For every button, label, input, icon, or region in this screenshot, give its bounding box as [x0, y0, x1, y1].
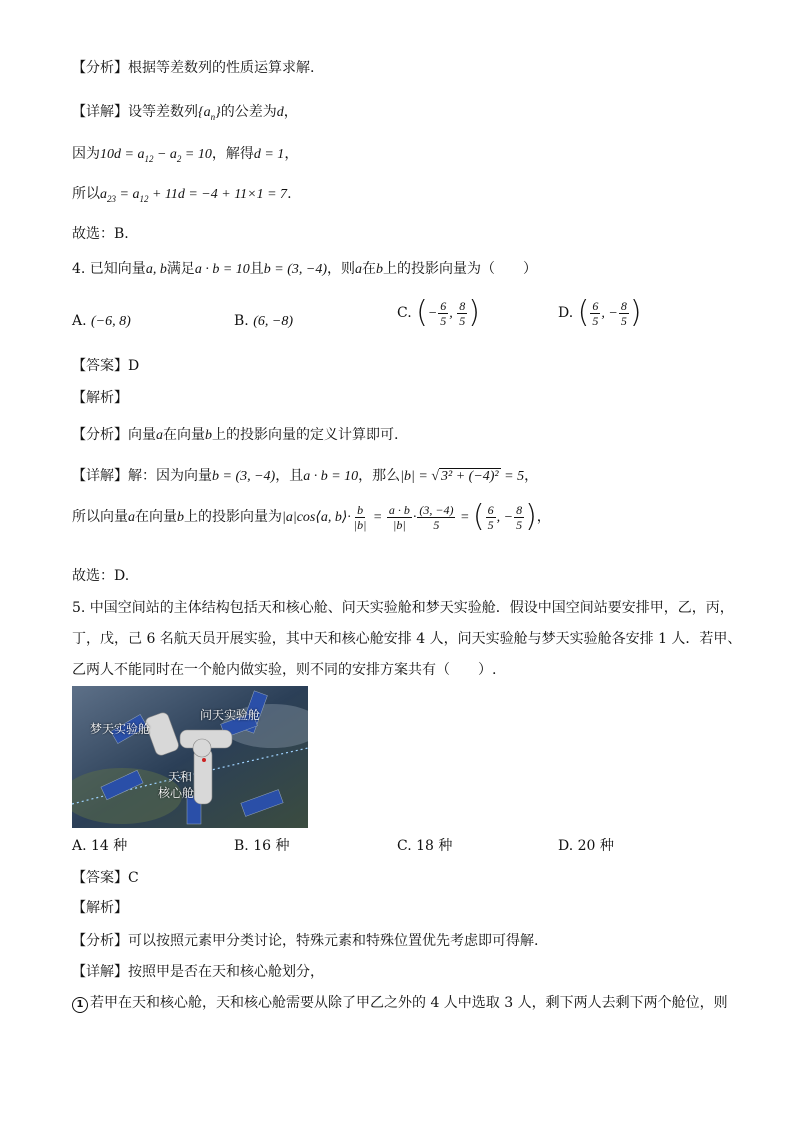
- q4-stem: 4. 已知向量a, b满足a · b = 10且b = (3, −4)，则a在b上的投影向量为（ ）: [72, 261, 537, 277]
- q4-end: 故选：D.: [72, 568, 130, 584]
- q5-option-d: D. 20 种: [558, 838, 614, 854]
- q5-fenxi: 【分析】可以按照元素甲分类讨论，特殊元素和特殊位置优先考虑即可得解.: [72, 933, 539, 949]
- q5-case-1: 1 若甲在天和核心舱，天和核心舱需要从除了甲乙之外的 4 人中选取 3 人，剩下两人去剩下两个舱位，则: [72, 993, 728, 1013]
- q4-option-d: D. ( $\frac{6}{5}$ , − $\frac{8}{5}$ ): [558, 295, 642, 330]
- q5-answer: 【答案】C: [72, 870, 139, 886]
- label-tianhe-1: 天和: [168, 770, 193, 784]
- q4-option-b: B. (6, −8): [234, 313, 293, 329]
- choice-line: 故选：B.: [72, 226, 129, 242]
- q5-stem-1: 5. 中国空间站的主体结构包括天和核心舱、问天实验舱和梦天实验舱．假设中国空间站要安排甲，乙，丙，: [72, 600, 734, 616]
- label-tianhe-2: 核心舱: [158, 786, 195, 800]
- q5-option-b: B. 16 种: [234, 838, 290, 854]
- q5-stem-3: 乙两人不能同时在一个舱内做实验，则不同的安排方案共有（ ）.: [72, 662, 497, 678]
- q5-option-a: A. 14 种: [72, 838, 128, 854]
- q5-jiexi: 【解析】: [72, 900, 128, 916]
- label-wentian: 问天实验舱: [200, 708, 261, 722]
- q4-option-a: A. (−6, 8): [72, 313, 131, 329]
- q4-fenxi: 【分析】向量a在向量b上的投影向量的定义计算即可.: [72, 427, 399, 443]
- q4-option-c: C. (− $\frac{6}{5}$ , $\frac{8}{5}$ ): [397, 295, 481, 330]
- analysis-line: 【分析】根据等差数列的性质运算求解.: [72, 60, 315, 76]
- detail-line: 【详解】设等差数列$\{a_n\}$的公差为d，: [72, 104, 298, 122]
- space-station-figure: [72, 686, 308, 828]
- space-station-image: [72, 686, 308, 828]
- q5-option-c: C. 18 种: [397, 838, 453, 854]
- label-mengtian: 梦天实验舱: [90, 722, 151, 736]
- q4-jiexi: 【解析】: [72, 390, 128, 406]
- q4-detail-1: 【详解】解：因为向量b = (3, −4)，且a · b = 10，那么|b| = √ 3² + (−4)² = 5，: [72, 468, 539, 484]
- q4-detail-2: 所以向量a在向量b上的投影向量为|a|cos⟨a, b⟩· $\frac{b}{|b|}$ = $\frac{a \cdot b}{|b|}$ · $\frac{(3, -4)}{5}$ = ( $\frac{6}{5}$ , − $\frac{8}{5}$ )，: [72, 499, 551, 534]
- q5-stem-2: 丁，戊，己 6 名航天员开展实验，其中天和核心舱安排 4 人，问天实验舱与梦天实验舱各安排 1 人．若甲、: [72, 631, 742, 647]
- circled-number: 1: [72, 997, 88, 1013]
- equation-line-1: 因为$10d = a_{12} - a_2 = 10$，解得d = 1，: [72, 146, 299, 164]
- q4-answer: 【答案】D: [72, 358, 140, 374]
- q5-xiangjie: 【详解】按照甲是否在天和核心舱划分，: [72, 964, 324, 980]
- equation-line-2: 所以$a_{23} = a_{12} + 11d = -4 + 11\times 1 = 7$.: [72, 186, 292, 204]
